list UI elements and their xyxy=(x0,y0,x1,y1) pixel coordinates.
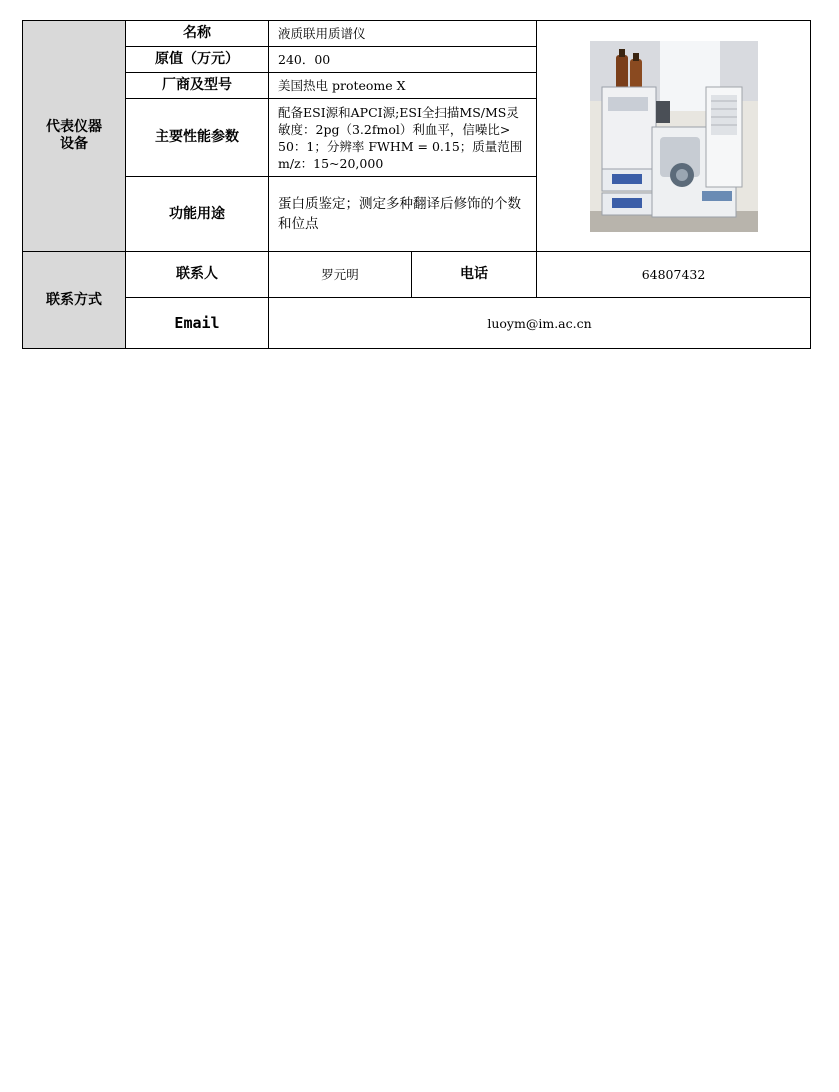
equipment-category-label: 代表仪器设备 xyxy=(46,119,102,152)
original-value-value: 240．00 xyxy=(269,47,537,73)
performance-params-value: 配备ESI源和APCI源;ESI全扫描MS/MS灵敏度：2pg（3.2fmol）利血平，信噪比> 50：1；分辨率 FWHM = 0.15；质量范围m/z：15~20,000 xyxy=(269,99,537,177)
equipment-category-cell xyxy=(23,21,126,252)
original-value-label: 原值（万元） xyxy=(126,47,269,73)
contact-person-value: 罗元明 xyxy=(269,252,412,298)
name-label: 名称 xyxy=(126,21,269,47)
email-value: luoym@im.ac.cn xyxy=(269,298,811,349)
name-value: 液质联用质谱仪 xyxy=(269,21,537,47)
contact-category-cell xyxy=(23,252,126,349)
instrument-photo-cell xyxy=(537,21,811,252)
table-row xyxy=(23,252,811,298)
phone-value: 64807432 xyxy=(537,252,811,298)
performance-params-label: 主要性能参数 xyxy=(126,99,269,177)
equipment-info-table xyxy=(22,20,811,349)
table-row xyxy=(23,21,811,47)
lab-instrument-photo xyxy=(590,41,758,232)
manufacturer-model-value: 美国热电 proteome X xyxy=(269,73,537,99)
function-usage-label: 功能用途 xyxy=(126,177,269,252)
email-label: Email xyxy=(126,298,269,349)
function-usage-value: 蛋白质鉴定；测定多种翻译后修饰的个数和位点 xyxy=(269,177,537,252)
phone-label: 电话 xyxy=(412,252,537,298)
manufacturer-model-label: 厂商及型号 xyxy=(126,73,269,99)
contact-person-label: 联系人 xyxy=(126,252,269,298)
table-row xyxy=(23,298,811,349)
contact-category-label: 联系方式 xyxy=(46,291,102,308)
